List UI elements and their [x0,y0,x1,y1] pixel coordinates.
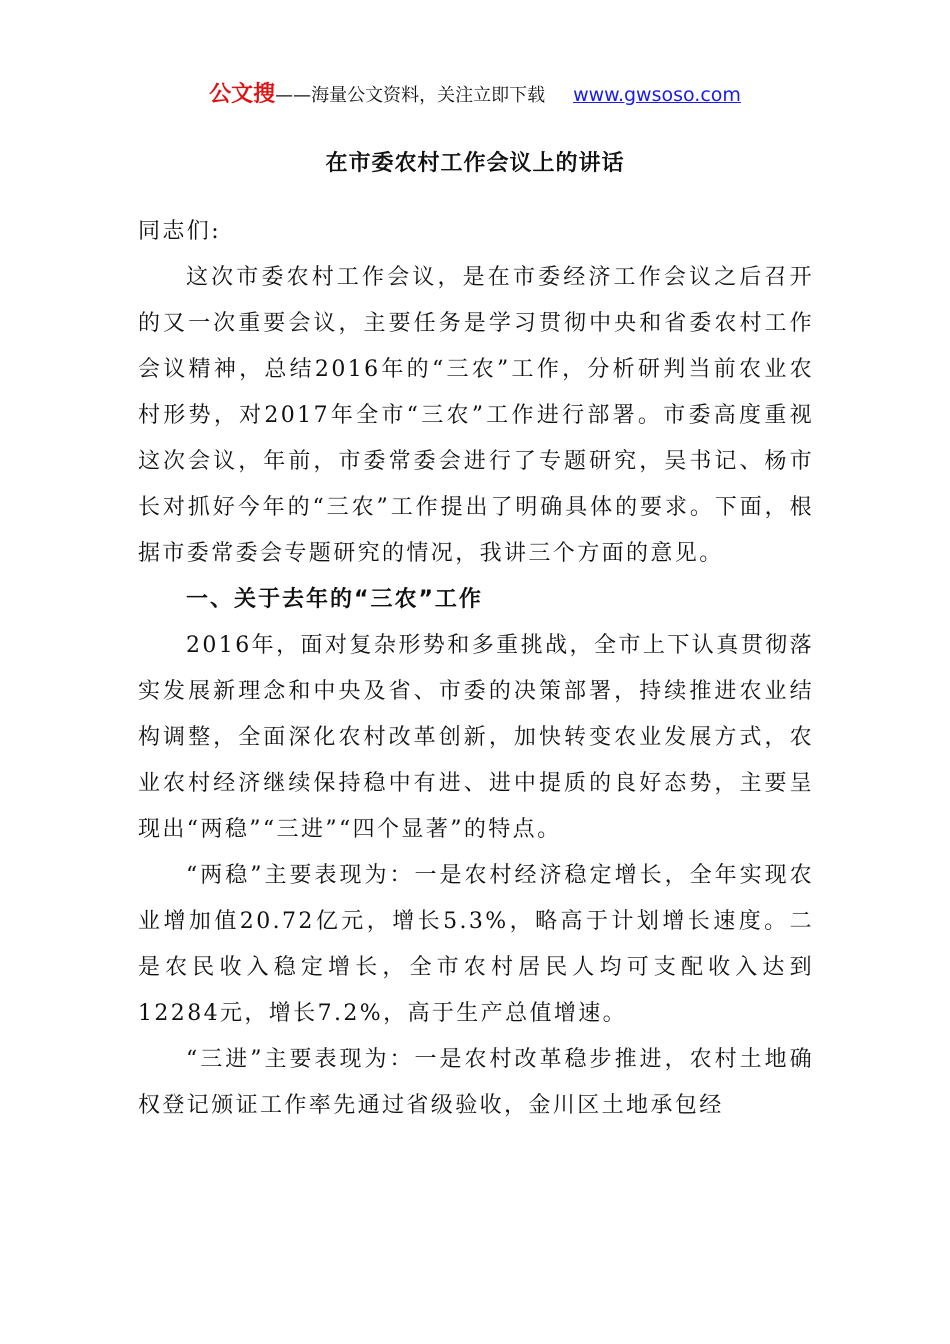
header-slogan: ——海量公文资料，关注立即下载 [275,85,546,106]
brand-logo[interactable]: 公文搜 [209,82,276,107]
document-title: 在市委农村工作会议上的讲话 [325,150,625,176]
paragraph-intro: 这次市委农村工作会议，是在市委经济工作会议之后召开的又一次重要会议，主要任务是学习贯彻中央和省委农村工作会议精神，总结2016年的“三农”工作，分析研判当前农业农村形势，对2017年全市“三农”工作进行部署。市委高度重视这次会议，年前，市委常委会进行了专题研究，吴书记、杨市长对抓好今年的“三农”工作提出了明确具体的要求。下面，根据市委常委会专题研究的情况，我讲三个方面的意见。 [138,265,814,566]
paragraph: “三进”主要表现为：一是农村改革稳步推进，农村土地确权登记颁证工作率先通过省级验收，金川区土地承包经 [138,1047,814,1118]
section-heading: 一、关于去年的“三农”工作 [186,587,483,612]
document-body [138,209,814,1129]
paragraph: “两稳”主要表现为：一是农村经济稳定增长，全年实现农业增加值20.72亿元，增长5.3%，略高于计划增长速度。二是农民收入稳定增长，全市农村居民人均可支配收入达到12284元，增长7.2%，高于生产总值增速。 [138,863,814,1026]
site-header [0,80,950,111]
salutation: 同志们: [138,219,222,244]
site-link[interactable]: www.gwsoso.com [573,84,741,106]
paragraph: 2016年，面对复杂形势和多重挑战，全市上下认真贯彻落实发展新理念和中央及省、市委的决策部署，持续推进农业结构调整，全面深化农村改革创新，加快转变农业发展方式，农业农村经济继续保持稳中有进、进中提质的良好态势，主要呈现出“两稳”“三进”“四个显著”的特点。 [138,633,814,842]
